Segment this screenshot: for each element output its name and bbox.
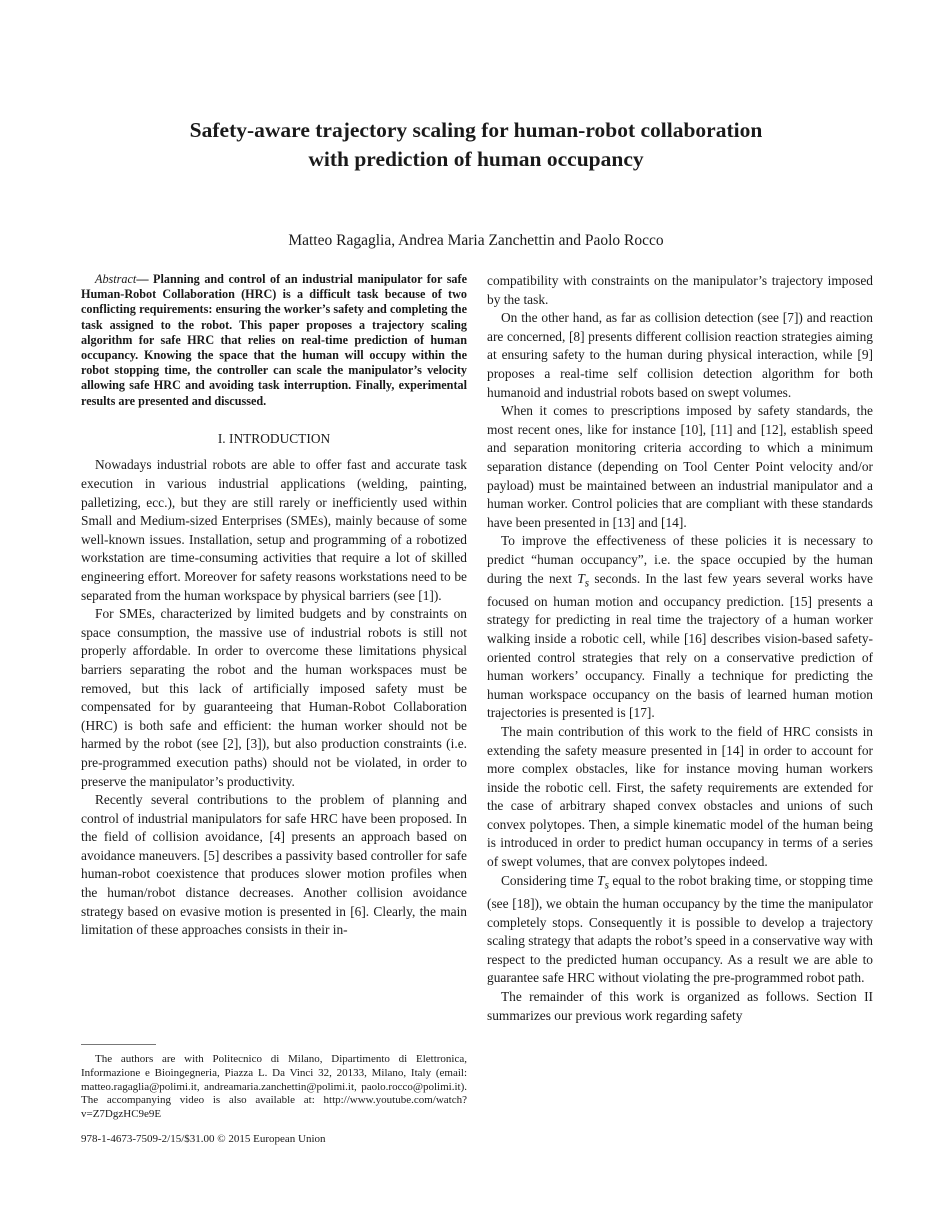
paragraph: The main contribution of this work to the field of HRC consists in extending the safety measure presented in [14] in order to account for more complex obstacles, like for instance moving human workers inside the robotic cell. First, the safety requirements are extended for the case of arbitrary shaped convex obstacles and unions of such convex polytopes. Then, a simple kinematic model of the human being is introduced in order to predict human occupancy in terms of a series of swept volumes, that are convex polytopes indeed.: [487, 723, 873, 870]
text-segment: To improve the effectiveness of these policies it is necessary to predict “human occupancy”, i.e. the space occupied by the human during the next: [487, 533, 873, 586]
section-title-first: I: [228, 430, 234, 446]
abstract: [81, 272, 467, 409]
abstract-label: Abstract: [95, 272, 137, 286]
left-column: [81, 272, 467, 940]
section-title-rest: NTRODUCTION: [233, 430, 331, 446]
paragraph-occupancy: [487, 532, 873, 723]
paragraph: Nowadays industrial robots are able to offer fast and accurate task execution in various industrial applications (welding, painting, palletizing, ecc.), but they are still rarely or inefficiently used within Small and Medium-sized Enterprises (SMEs), mainly because of some well-known issues. Installation, setup and programming of a robotized workstation are time-consuming activities that require a lot of skilled engineering effort. Moreover for safety reasons workstations need to be separated from the human workspace by physical barriers (see [1]).: [81, 457, 467, 603]
paper-title: [60, 116, 892, 174]
paragraph-time: [487, 872, 873, 988]
right-column: [487, 272, 873, 1025]
title-line-2: with prediction of human occupancy: [308, 147, 644, 171]
footnote: [81, 1053, 467, 1122]
paragraph: On the other hand, as far as collision detection (see [7]) and reaction are concerned, [8] presents different collision reaction strategies aiming at ensuring safety to the human during physical interaction, while [9] proposes a real-time self collision detection algorithm for both humanoid and industrial robots based on swept volumes.: [487, 310, 873, 400]
footnote-rule: [81, 1044, 156, 1045]
paragraph: The remainder of this work is organized as follows. Section II summarizes our previous work regarding safety: [487, 988, 873, 1023]
authors: Matteo Ragaglia, Andrea Maria Zanchettin and Paolo Rocco: [288, 232, 664, 249]
paragraph: When it comes to prescriptions imposed by safety standards, the most recent ones, like for instance [10], [11] and [12], establish speed and separation monitoring criteria according to which a minimum separation distance (depending on Tool Center Point velocity and/or payload) must be maintained between an industrial manipulator and a human worker. Control policies that are compliant with these standards have been presented in [13] and [14].: [487, 403, 873, 530]
text-segment: seconds. In the last few years several works have focused on human motion and occupancy prediction. [15] presents a strategy for predicting in real time the trajectory of a human worker walking inside a robotic cell, while [16] describes vision-based safety-oriented control strategies that rely on a conservative prediction of human workers’ occupancy. Finally a technique for predicting the human workspace occupancy on the basis of learned human motion trajectories is presented is [17].: [487, 570, 873, 721]
math-s: s: [584, 577, 590, 590]
title-line-1: Safety-aware trajectory scaling for human-robot collaboration: [189, 118, 763, 142]
text-segment: equal to the robot braking time, or stopping time (see [18]), we obtain the human occupancy by the time the manipulator completely stops. Consequently it is possible to develop a trajectory scaling strategy that adapts the robot’s speed in a conservative way with respect to the predicted human occupancy. As a result we are able to guarantee safe HRC without violating the pre-programmed robot path.: [487, 872, 873, 986]
math-T: T: [597, 872, 605, 888]
section-number: I.: [217, 430, 229, 446]
abstract-text: — Planning and control of an industrial manipulator for safe Human-Robot Collaboration (HRC) is a difficult task because of two conflicting requirements: ensuring the worker’s safety and completing the task assigned to the robot. This paper proposes a trajectory scaling algorithm for safe HRC that relies on real-time prediction of human occupancy. Knowing the space that the human will occupy within the robot stopping time, the controller can scale the manipulator’s velocity allowing safe HRC and avoiding task interruption. Finally, experimental results are presented and discussed.: [81, 272, 467, 408]
math-T: T: [577, 570, 585, 586]
footnote-text: The authors are with Politecnico di Milano, Dipartimento di Elettronica, Informazione e Bioingegneria, Piazza L. Da Vinci 32, 20133, Milano, Italy (email: matteo.ragaglia@polimi.it, andreamaria.zanchettin@polimi.it, paolo.rocco@polimi.it). The accompanying video is also available at: http://www.youtube.com/watch?v=Z7DgzHC9e9E: [81, 1053, 467, 1121]
paragraph: For SMEs, characterized by limited budgets and by constraints on space consumption, the massive use of industrial robots is still not properly affordable. In order to overcome these limitations physical barriers separating the robot and the human workspaces must be removed, but this lack of artificially imposed safety must be compensated for by guaranteeing that Human-Robot Collaboration (HRC) is both safe and efficient: the human worker should not be harmed by the robot (see [2], [3]), but also production constraints (i.e. pre-programmed execution paths) should not be violated, in order to preserve the manipulator’s productivity.: [81, 606, 467, 789]
paragraph: Recently several contributions to the problem of planning and control of industrial manipulators for safe HRC have been proposed. In the field of collision avoidance, [4] presents an approach based on avoidance maneuvers. [5] describes a passivity based controller for safe human-robot coexistence that produces slower motion profiles when the human/robot distance decreases. Another collision avoidance strategy based on evasive motion is presented in [6]. Clearly, the main limitation of these approaches consists in their in-: [81, 792, 467, 938]
text-segment: Considering time: [501, 872, 598, 888]
copyright-notice: 978-1-4673-7509-2/15/$31.00 © 2015 European Union: [81, 1133, 326, 1145]
math-s: s: [604, 879, 609, 892]
paragraph: compatibility with constraints on the manipulator’s trajectory imposed by the task.: [487, 273, 873, 307]
section-heading-introduction: [81, 430, 467, 449]
